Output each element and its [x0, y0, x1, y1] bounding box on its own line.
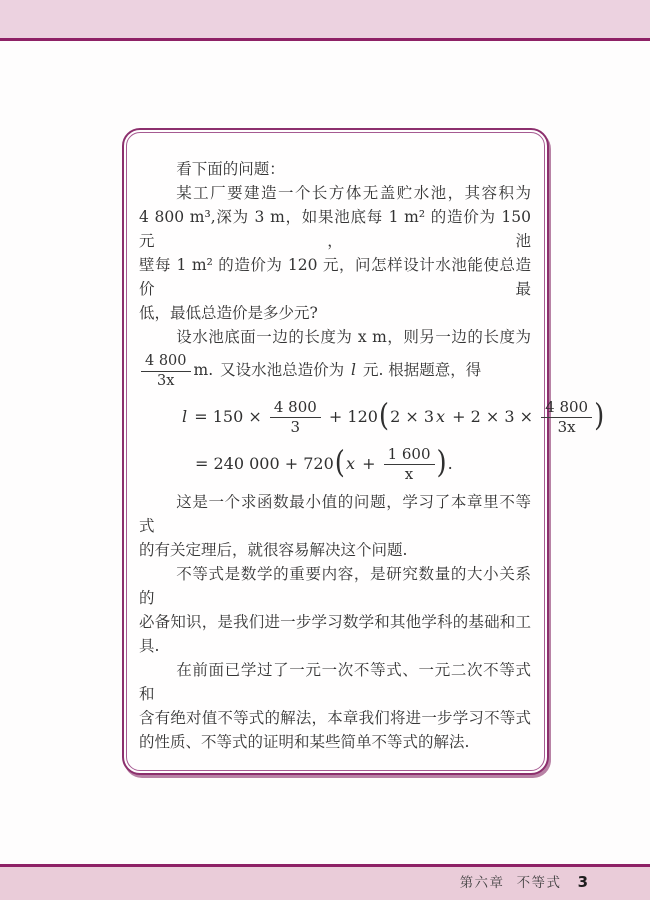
- para1-line2: 4 800 m³,深为 3 m，如果池底每 1 m² 的造价为 150 元，池: [139, 208, 531, 250]
- header-decorative-band: [0, 0, 650, 41]
- intro-line: 看下面的问题：: [176, 160, 285, 178]
- fraction-numerator: 4 800: [545, 398, 589, 417]
- formula-segment: + 120: [328, 407, 378, 426]
- unit-text: m.: [193, 361, 214, 379]
- para4-line3: 具.: [139, 637, 160, 655]
- para4-line2: 必备知识，是我们进一步学习数学和其他学科的基础和工: [139, 613, 531, 631]
- para2-tail-text: 元. 根据题意，得: [362, 361, 482, 379]
- chapter-intro-box: [122, 128, 605, 775]
- footer: [460, 871, 588, 891]
- para3-line2: 的有关定理后，就很容易解决这个问题.: [139, 541, 408, 559]
- para2-mid-text: 又设水池总造价为: [220, 361, 345, 379]
- inline-fraction: [141, 353, 191, 388]
- formula-segment: + 2 × 3 ×: [452, 407, 534, 426]
- fraction-denominator: 3: [270, 417, 321, 436]
- para4-line1: 不等式是数学的重要内容，是研究数量的大小关系的: [139, 565, 531, 607]
- fraction-denominator: x: [384, 464, 435, 483]
- para1-line3: 壁每 1 m² 的造价为 120 元，问怎样设计水池能使总造价最: [139, 256, 531, 298]
- para5-line2: 含有绝对值不等式的解法，本章我们将进一步学习不等式: [139, 709, 531, 727]
- footer-section-title: 不等式: [516, 875, 562, 891]
- variable-x: x: [436, 407, 446, 426]
- formula-block: [139, 396, 605, 485]
- formula-period: .: [447, 454, 453, 473]
- para1-line4: 低，最低总造价是多少元?: [139, 304, 318, 322]
- formula-segment: = 240 000 + 720: [195, 454, 334, 473]
- para1-line1: 某工厂要建造一个长方体无盖贮水池，其容积为: [176, 184, 531, 202]
- formula-segment: = 150 ×: [194, 407, 262, 426]
- fraction-denominator: 3x: [541, 417, 592, 436]
- formula-fraction-2: [541, 399, 592, 436]
- fraction-numerator: 4 800: [273, 398, 317, 417]
- fraction-denominator: 3x: [141, 371, 191, 389]
- formula-segment: +: [362, 454, 376, 473]
- fraction-numerator: 4 800: [145, 353, 187, 370]
- formula-line2: = 240 000 + 720(x + $\frac{1 600}{x}$ ).: [195, 445, 453, 483]
- formula-lhs-variable: l: [182, 407, 188, 426]
- para2-line2: [139, 349, 531, 391]
- fraction-numerator: 1 600: [387, 445, 431, 464]
- footer-chapter-label: 第六章: [459, 875, 505, 891]
- para5-line1: 在前面已学过了一元一次不等式、一元二次不等式和: [139, 661, 531, 703]
- footer-page-number: 3: [577, 873, 588, 891]
- chapter-intro-box-inner: [126, 132, 605, 771]
- formula-fraction-1: [270, 399, 321, 436]
- variable-x: x: [345, 454, 355, 473]
- para3-line1: 这是一个求函数最小值的问题，学习了本章里不等式: [139, 493, 531, 535]
- formula-fraction-3: [384, 446, 435, 483]
- formula-segment: 2 × 3: [390, 407, 435, 426]
- formula-line1: l = 150 × $\frac{4 800}{3}$ + 120(2 × 3 x + 2 × 3 × $\frac{4 800}{3x}$ ): [182, 398, 605, 436]
- para2-line1: 设水池底面一边的长度为 x m，则另一边的长度为: [176, 328, 531, 346]
- para5-line3: 的性质、不等式的证明和某些简单不等式的解法.: [139, 733, 470, 751]
- variable-l: l: [351, 361, 356, 379]
